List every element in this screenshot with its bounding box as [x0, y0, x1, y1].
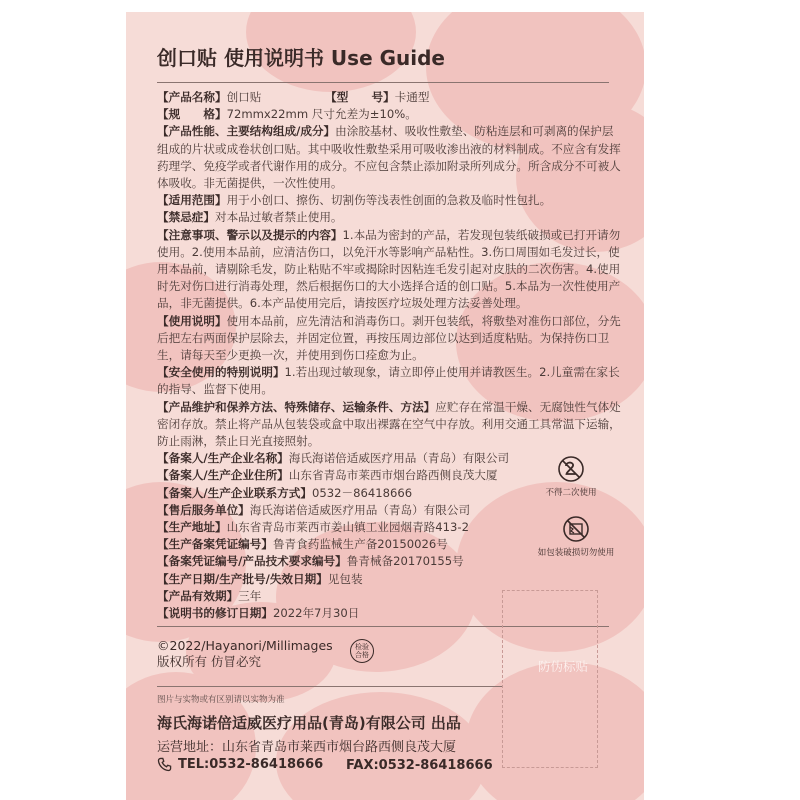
field-label: 【产品名称】 [157, 90, 227, 104]
telephone-number: TEL:0532-86418666 [178, 757, 324, 772]
field-label: 【备案人/生产企业联系方式】 [157, 485, 312, 500]
field-label: 【备案人/生产企业名称】 [157, 451, 289, 466]
field-label: 【禁忌症】 [157, 210, 215, 225]
field-value: 山东省青岛市莱西市烟台路西侧良茂大厦 [288, 468, 498, 483]
field-label: 【售后服务单位】 [157, 502, 250, 517]
field-label: 【注意事项、警示以及提示的内容】 [157, 227, 343, 242]
title-divider [157, 82, 609, 83]
field-value: 鲁青食药监械生产备20150026号 [272, 537, 448, 552]
field-label: 【产品维护和保养方法、特殊储存、运输条件、方法】 [157, 399, 436, 414]
copyright-line: ©2022/Hayanori/Millimages [157, 638, 333, 653]
field-label: 【适用范围】 [157, 193, 227, 208]
phone-icon [157, 757, 172, 772]
field-value: 山东省青岛市莱西市姜山镇工业园烟青路413-2 [226, 520, 469, 535]
no-use-if-damaged-symbol [526, 515, 626, 558]
field-value: 海氏海诺倍适威医疗用品（青岛）有限公司 [249, 502, 471, 517]
field-label: 【生产备案凭证编号】 [157, 537, 273, 552]
field-label: 【说明书的修订日期】 [157, 606, 273, 621]
field-value: 创口贴 [226, 90, 331, 104]
field-label: 【生产地址】 [157, 520, 227, 535]
field-value: 应贮存在常温干燥、无腐蚀性气体处密闭存放。禁止将产品从包装袋或盒中取出裸露在空气中存放。利用交通工具常温下运输，防止雨淋，禁止日光直接照射。 [157, 399, 621, 449]
instruction-card [126, 12, 644, 800]
field-value: 卡通型 [394, 90, 430, 104]
seal-line-2: 合格 [355, 651, 369, 659]
field-label: 【备案人/生产企业住所】 [157, 468, 289, 483]
anti-counterfeit-sticker-area [502, 590, 598, 768]
field-label: 【产品性能、主要结构组成/成分】 [157, 124, 336, 139]
field-label: 【生产日期/生产批号/失效日期】 [157, 571, 328, 586]
inspection-seal [350, 639, 374, 663]
field-label: 【安全使用的特别说明】 [157, 365, 285, 380]
anti-counterfeit-label: 防伪标贴 [538, 659, 589, 674]
note-divider [157, 686, 502, 687]
manufacturer: 海氏海诺倍适威医疗用品(青岛)有限公司 出品 [157, 714, 461, 732]
instruction-row [157, 192, 622, 209]
field-label: 【备案凭证编号/产品技术要求编号】 [157, 554, 347, 569]
copyright-block [157, 638, 333, 670]
field-label: 【型 号】 [330, 90, 395, 104]
field-value: 72mmx22mm 尺寸允差为±10%。 [226, 107, 417, 122]
field-label: 【规 格】 [157, 107, 227, 122]
field-value: 用于小创口、擦伤、切割伤等浅表性创面的急救及临时性包扎。 [226, 193, 552, 208]
field-label: 【使用说明】 [157, 313, 227, 328]
fax-number: FAX:0532-86418666 [346, 758, 493, 773]
instruction-row [157, 571, 622, 588]
instruction-row [157, 106, 622, 123]
no-use-if-damaged-label: 如包装破损切勿使用 [537, 548, 615, 558]
no-reuse-symbol [526, 455, 616, 498]
telephone [157, 757, 323, 772]
image-note: 图片与实物或有区别请以实物为准 [157, 695, 285, 705]
instruction-row [157, 313, 622, 365]
page-title: 创口贴 使用说明书 Use Guide [157, 46, 445, 70]
instruction-row [157, 399, 622, 451]
instruction-row [157, 227, 622, 313]
field-value: 见包装 [327, 571, 363, 586]
field-label: 【产品有效期】 [157, 588, 239, 603]
no-reuse-icon [557, 455, 585, 483]
seal-line-1: 检验 [355, 643, 369, 651]
field-value: 鲁青械备20170155号 [346, 554, 464, 569]
field-value: 0532－86418666 [311, 485, 413, 500]
operating-address: 运营地址：山东省青岛市莱西市烟台路西侧良茂大厦 [157, 740, 457, 755]
instruction-row [157, 123, 622, 192]
field-value: 由涂胶基材、吸收性敷垫、防粘连层和可剥离的保护层组成的片状或成卷状创口贴。其中吸收性敷垫采用可吸收渗出液的材料制成。不应含有发挥药理学、免疫学或者代谢作用的成分。不应包含禁止添加附录所列成分。所含成分不可被人体吸收。非无菌提供，一次性使用。 [157, 124, 621, 191]
field-value: 2022年7月30日 [272, 606, 360, 621]
field-value: 海氏海诺倍适威医疗用品（青岛）有限公司 [288, 451, 510, 466]
field-value: 对本品过敏者禁止使用。 [214, 210, 343, 225]
no-reuse-label: 不得二次使用 [545, 488, 597, 498]
instruction-row [157, 89, 622, 106]
instruction-row [157, 209, 622, 226]
instruction-row [157, 364, 622, 398]
damaged-package-icon [562, 515, 590, 543]
field-value: 使用本品前，应先清洁和消毒伤口。剥开包装纸，将敷垫对准伤口部位，分先后把左右两面保护层除去，并固定位置，再按压周边部位以达到适度粘贴。为保持伤口卫生，请每天至少更换一次，并使用到伤口痊愈为止。 [157, 313, 621, 363]
field-value: 三年 [238, 588, 262, 603]
copyright-notice: 版权所有 仿冒必究 [157, 654, 261, 669]
field-value: 1.本品为密封的产品，若发现包装纸破损或已打开请勿使用。2.使用本品前，应清洁伤口，以免汗水等影响产品粘性。3.伤口周围如毛发过长，使用本品前，请剔除毛发，防止粘贴不牢或揭除时因粘连毛发引起对皮肤的二次伤害。4.使用时先对伤口进行消毒处理，然后根据伤口的大小选择合适的创口贴。5.本品为一次性使用产品，非无菌提供。6.本产品使用完后，请按医疗垃圾处理方法妥善处理。 [157, 227, 621, 311]
field-value: 1.若出现过敏现象，请立即停止使用并请教医生。2.儿童需在家长的指导、监督下使用。 [157, 365, 620, 397]
